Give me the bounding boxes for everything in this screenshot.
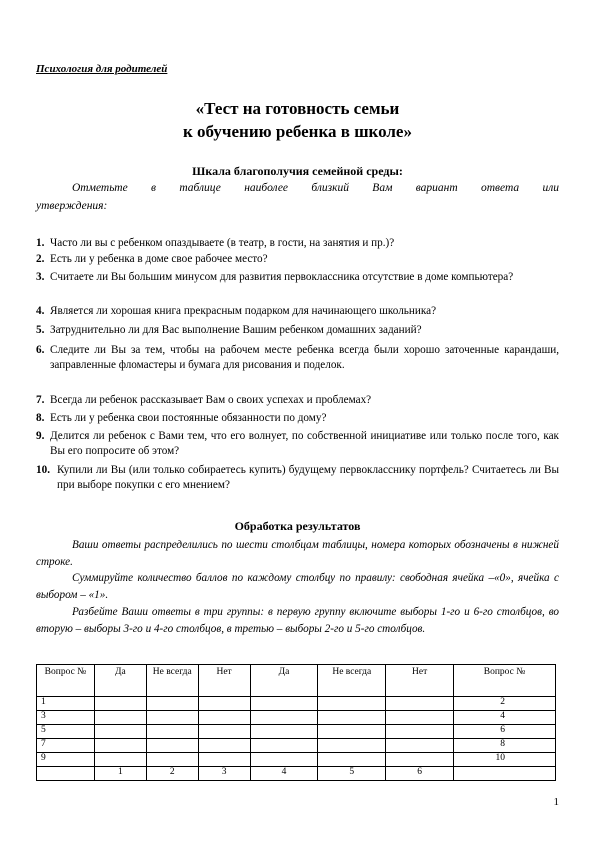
column-number: 3 bbox=[198, 767, 250, 781]
question-item bbox=[36, 393, 559, 408]
question-item bbox=[36, 429, 559, 458]
question-text: Есть ли у ребенка свои постоянные обязанности по дому? bbox=[50, 412, 327, 424]
question-item bbox=[36, 463, 559, 492]
column-number: 2 bbox=[146, 767, 198, 781]
question-item bbox=[36, 343, 559, 372]
column-header: Нет bbox=[386, 665, 454, 697]
answer-cell[interactable] bbox=[250, 711, 318, 725]
question-item bbox=[36, 304, 559, 319]
answer-cell[interactable] bbox=[318, 753, 386, 767]
question-item bbox=[36, 236, 559, 251]
row-question-right: 2 bbox=[454, 697, 556, 711]
question-number: 1. bbox=[36, 237, 45, 249]
answer-cell[interactable] bbox=[94, 753, 146, 767]
answer-cell[interactable] bbox=[386, 753, 454, 767]
answer-cell[interactable] bbox=[146, 697, 198, 711]
row-question-left: 3 bbox=[37, 711, 95, 725]
scale-subtitle: Шкала благополучия семейной среды: bbox=[192, 164, 403, 178]
answer-cell[interactable] bbox=[198, 697, 250, 711]
answer-cell[interactable] bbox=[386, 697, 454, 711]
question-number: 6. bbox=[36, 344, 45, 356]
page-number: 1 bbox=[553, 796, 559, 808]
answer-cell[interactable] bbox=[146, 739, 198, 753]
results-paragraph-3: Разбейте Ваши ответы в три группы: в первую группу включите выборы 1-го и 6-го столбцов, во вторую – выборы 3-го и 4-го столбцов, в третью – выборы 2-го и 5-го столбцов. bbox=[36, 606, 559, 635]
column-header: Да bbox=[250, 665, 318, 697]
question-text: Купили ли Вы (или только собираетесь купить) будущему первокласснику портфель? Считаетесь ли Вы при выборе покупки с его мнением? bbox=[57, 464, 559, 491]
row-question-left: 9 bbox=[37, 753, 95, 767]
column-number: 5 bbox=[318, 767, 386, 781]
column-header: Да bbox=[94, 665, 146, 697]
table-footer-row bbox=[37, 767, 556, 781]
instruction-line-1: Отметьте в таблице наиболее близкий Вам вариант ответа или bbox=[72, 182, 559, 194]
table-row bbox=[37, 725, 556, 739]
table-header-row bbox=[37, 665, 556, 697]
row-question-right: 10 bbox=[454, 753, 556, 767]
row-question-right: 6 bbox=[454, 725, 556, 739]
column-header: Не всегда bbox=[318, 665, 386, 697]
column-header: Не всегда bbox=[146, 665, 198, 697]
question-number: 10. bbox=[36, 464, 50, 476]
answer-cell[interactable] bbox=[386, 711, 454, 725]
question-item bbox=[36, 323, 559, 338]
question-number: 9. bbox=[36, 430, 45, 442]
results-table bbox=[36, 664, 556, 781]
row-question-left: 7 bbox=[37, 739, 95, 753]
question-item bbox=[36, 270, 559, 285]
answer-cell[interactable] bbox=[94, 725, 146, 739]
empty-cell bbox=[37, 767, 95, 781]
question-text: Следите ли Вы за тем, чтобы на рабочем месте ребенка всегда были хорошо заточенные карандаши, заправленные фломастеры и бумага для рисования и поделок. bbox=[50, 344, 559, 371]
column-header: Нет bbox=[198, 665, 250, 697]
answer-cell[interactable] bbox=[198, 711, 250, 725]
question-number: 8. bbox=[36, 412, 45, 424]
table-row bbox=[37, 711, 556, 725]
page-header: Психология для родителей bbox=[36, 63, 168, 75]
question-text: Затруднительно ли для Вас выполнение Вашим ребенком домашних заданий? bbox=[50, 324, 422, 336]
answer-cell[interactable] bbox=[198, 739, 250, 753]
column-header: Вопрос № bbox=[454, 665, 556, 697]
answer-cell[interactable] bbox=[386, 725, 454, 739]
question-text: Делится ли ребенок с Вами тем, что его волнует, по собственной инициативе или только после того, как Вы его попросите об этом? bbox=[50, 430, 559, 457]
answer-cell[interactable] bbox=[250, 739, 318, 753]
question-number: 7. bbox=[36, 394, 45, 406]
answer-cell[interactable] bbox=[250, 697, 318, 711]
answer-cell[interactable] bbox=[146, 711, 198, 725]
answer-cell[interactable] bbox=[198, 725, 250, 739]
question-number: 3. bbox=[36, 271, 45, 283]
title-line-2: к обучению ребенка в школе» bbox=[183, 122, 412, 141]
answer-cell[interactable] bbox=[250, 753, 318, 767]
table-row bbox=[37, 697, 556, 711]
question-text: Является ли хорошая книга прекрасным подарком для начинающего школьника? bbox=[50, 305, 437, 317]
answer-cell[interactable] bbox=[250, 725, 318, 739]
title-line-1: «Тест на готовность семьи bbox=[195, 99, 400, 118]
question-number: 4. bbox=[36, 305, 45, 317]
table-row bbox=[37, 753, 556, 767]
answer-cell[interactable] bbox=[198, 753, 250, 767]
answer-cell[interactable] bbox=[386, 739, 454, 753]
question-text: Часто ли вы с ребенком опаздываете (в театр, в гости, на занятия и пр.)? bbox=[50, 237, 395, 249]
row-question-left: 5 bbox=[37, 725, 95, 739]
question-item bbox=[36, 411, 559, 426]
answer-cell[interactable] bbox=[318, 711, 386, 725]
row-question-right: 8 bbox=[454, 739, 556, 753]
results-heading: Обработка результатов bbox=[234, 519, 361, 533]
answer-cell[interactable] bbox=[94, 711, 146, 725]
row-question-left: 1 bbox=[37, 697, 95, 711]
row-question-right: 4 bbox=[454, 711, 556, 725]
results-paragraph-1: Ваши ответы распределились по шести столбцам таблицы, номера которых обозначены в нижней строке. bbox=[36, 539, 559, 568]
question-text: Считаете ли Вы большим минусом для развития первоклассника отсутствие в доме компьютера? bbox=[50, 271, 514, 283]
column-header: Вопрос № bbox=[37, 665, 95, 697]
column-number: 6 bbox=[386, 767, 454, 781]
answer-cell[interactable] bbox=[94, 739, 146, 753]
empty-cell bbox=[454, 767, 556, 781]
column-number: 1 bbox=[94, 767, 146, 781]
table-row bbox=[37, 739, 556, 753]
question-text: Есть ли у ребенка в доме свое рабочее место? bbox=[50, 253, 268, 265]
answer-cell[interactable] bbox=[146, 753, 198, 767]
question-text: Всегда ли ребенок рассказывает Вам о своих успехах и проблемах? bbox=[50, 394, 372, 406]
answer-cell[interactable] bbox=[318, 725, 386, 739]
question-number: 2. bbox=[36, 253, 45, 265]
answer-cell[interactable] bbox=[318, 739, 386, 753]
answer-cell[interactable] bbox=[318, 697, 386, 711]
question-number: 5. bbox=[36, 324, 45, 336]
question-item bbox=[36, 252, 559, 267]
answer-cell[interactable] bbox=[94, 697, 146, 711]
results-paragraph-2: Суммируйте количество баллов по каждому столбцу по правилу: свободная ячейка –«0», ячейка с выбором – «1». bbox=[36, 572, 559, 601]
column-number: 4 bbox=[250, 767, 318, 781]
answer-cell[interactable] bbox=[146, 725, 198, 739]
instruction-line-2: утверждения: bbox=[36, 200, 108, 212]
